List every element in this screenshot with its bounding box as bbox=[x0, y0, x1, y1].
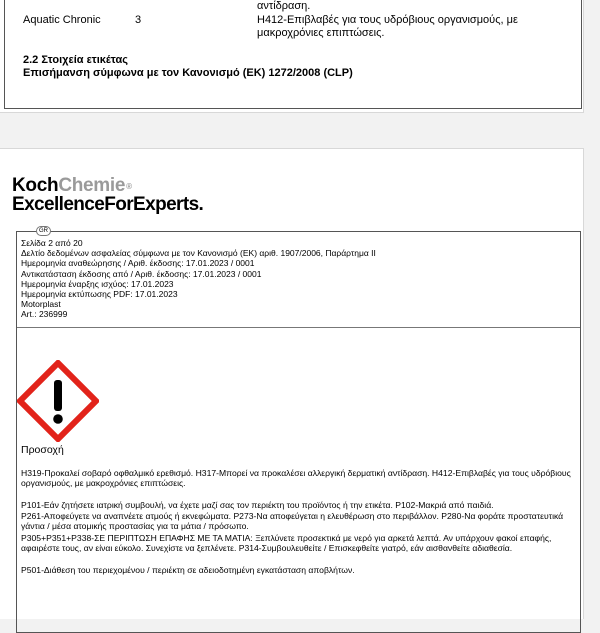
aquatic-class: Aquatic Chronic bbox=[23, 14, 101, 26]
precautionary-p101: P101-Εάν ζητήσετε ιατρική συμβουλή, να έχετε μαζί σας τον περιέκτη του προϊόντος ή την ετικέτα. P102-Μακριά από παιδιά. bbox=[21, 500, 494, 510]
logo-tagline: ExcellenceForExperts. bbox=[12, 194, 204, 215]
logo-koch: Koch bbox=[12, 175, 59, 196]
previous-page bbox=[0, 0, 584, 113]
top-row-text-2: αντίδραση. bbox=[257, 0, 311, 12]
brand-logo bbox=[12, 176, 132, 196]
document-meta bbox=[21, 238, 376, 320]
divider bbox=[17, 327, 580, 328]
aquatic-cat: 3 bbox=[135, 14, 142, 26]
precautionary-p305: P305+P351+P338-ΣΕ ΠΕΡΙΠΤΩΣΗ ΕΠΑΦΗΣ ΜΕ ΤΑ ΜΑΤΙΑ: Ξεπλύνετε προσεκτικά με νερό για αρκετά λεπτά. Αν υπάρχουν φακοί επαφής, αφαιρέστε τους, αν είναι εύκολο. Συνεχίστε να ξεπλένετε. P314-Συμβουλευθείτε / Επισκεφθείτε γιατρό, εάν αισθανθείτε αδιαθεσία. bbox=[21, 533, 552, 554]
section-title: 2.2 Στοιχεία ετικέτας bbox=[23, 54, 128, 66]
aquatic-text-1: H412-Επιβλαβές για τους υδρόβιους οργανισμούς, με bbox=[257, 14, 518, 26]
exclamation-mark-icon bbox=[17, 360, 99, 442]
meta-page: Σελίδα 2 από 20 bbox=[21, 238, 83, 248]
top-row-class bbox=[23, 0, 76, 1]
signal-word: Προσοχή bbox=[21, 444, 64, 456]
hazard-statements: H319-Προκαλεί σοβαρό οφθαλμικό ερεθισμό. H317-Μπορεί να προκαλέσει αλλεργική δερματική αντίδραση. H412-Επιβλαβές για τους υδρόβιους οργανισμούς, με μακροχρόνιες επιπτώσεις. bbox=[21, 468, 571, 489]
language-badge: GR bbox=[36, 226, 51, 236]
current-page bbox=[0, 148, 584, 619]
logo-chemie: Chemie bbox=[58, 175, 126, 196]
document-frame bbox=[16, 228, 581, 633]
aquatic-text-2: μακροχρόνιες επιπτώσεις. bbox=[257, 27, 385, 39]
meta-revision: Ημερομηνία αναθεώρησης / Αριθ. έκδοσης: 17.01.2023 / 0001 bbox=[21, 258, 255, 269]
meta-print: Ημερομηνία εκτύπωσης PDF: 17.01.2023 bbox=[21, 289, 178, 300]
meta-replacement: Αντικατάσταση έκδοσης από / Αριθ. έκδοσης: 17.01.2023 / 0001 bbox=[21, 268, 262, 279]
top-row-cat bbox=[135, 0, 141, 1]
precautionary-p501: P501-Διάθεση του περιεχομένου / περιέκτη σε αδειοδοτημένη εγκατάσταση αποβλήτων. bbox=[21, 565, 355, 575]
section-subtitle: Επισήμανση σύμφωνα με τον Κανονισμό (ΕΚ) 1272/2008 (CLP) bbox=[23, 67, 353, 79]
precautionary-p261: P261-Αποφεύγετε να αναπνέετε ατμούς ή εκνεφώματα. P273-Να αποφεύγεται η ελευθέρωση στο περιβάλλον. P280-Να φοράτε προστατευτικά γάντια / μέσα ατομικής προστασίας για τα μάτια / πρόσωπο. bbox=[21, 511, 564, 532]
meta-product: Motorplast bbox=[21, 299, 61, 310]
meta-art: Art.: 236999 bbox=[21, 309, 68, 320]
meta-effective: Ημερομηνία έναρξης ισχύος: 17.01.2023 bbox=[21, 278, 174, 289]
logo-reg: ® bbox=[126, 182, 132, 191]
page1-frame bbox=[4, 0, 582, 109]
meta-regulation: Δελτίο δεδομένων ασφαλείας σύμφωνα με τον Κανονισμό (ΕΚ) αριθ. 1907/2006, Παράρτημα II bbox=[21, 248, 376, 259]
